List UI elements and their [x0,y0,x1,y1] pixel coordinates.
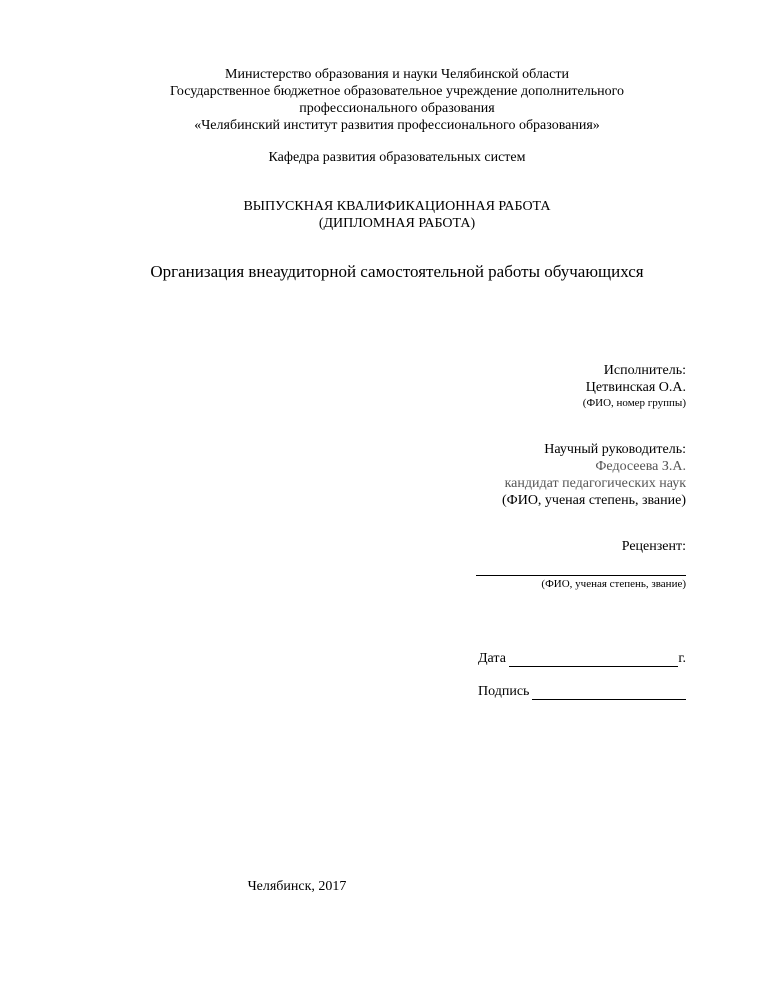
reviewer-hint: (ФИО, ученая степень, звание) [541,578,686,590]
institute-name: «Челябинский институт развития профессионального образования» [194,118,600,133]
institution-line-continued: профессионального образования [299,101,495,116]
date-field [478,650,686,667]
ministry-line: Министерство образования и науки Челябинской области [225,67,569,82]
reviewer-label: Рецензент: [621,539,686,554]
supervisor-label: Научный руководитель: [544,442,686,457]
reviewer-block [386,538,686,591]
supervisor-name: Федосеева З.А. [595,459,686,474]
signature-blank-line [532,686,686,700]
work-type-title: ВЫПУСКНАЯ КВАЛИФИКАЦИОННАЯ РАБОТА [243,199,551,214]
executor-name: Цетвинская О.А. [585,380,686,395]
supervisor-hint: (ФИО, ученая степень, звание) [501,493,686,508]
date-suffix: г. [678,651,686,666]
signature-label: Подпись [478,684,530,699]
work-type [100,198,694,232]
executor-label: Исполнитель: [603,363,686,378]
reviewer-sign-line [476,561,686,576]
city-year: Челябинск, 2017 [247,879,347,894]
supervisor-degree: кандидат педагогических наук [504,476,686,491]
date-blank-line [509,653,678,667]
institution-line: Государственное бюджетное образовательное учреждение дополнительного [170,84,624,99]
executor-hint: (ФИО, номер группы) [582,397,686,409]
thesis-topic: Организация внеаудиторной самостоятельной работы обучающихся [150,262,644,281]
date-label: Дата [478,651,506,666]
supervisor-block [386,441,686,509]
signature-field [478,683,686,700]
department-name: Кафедра развития образовательных систем [268,150,526,165]
institution-header [100,66,694,134]
work-type-subtitle: (ДИПЛОМНАЯ РАБОТА) [318,216,476,231]
executor-block [386,362,686,410]
